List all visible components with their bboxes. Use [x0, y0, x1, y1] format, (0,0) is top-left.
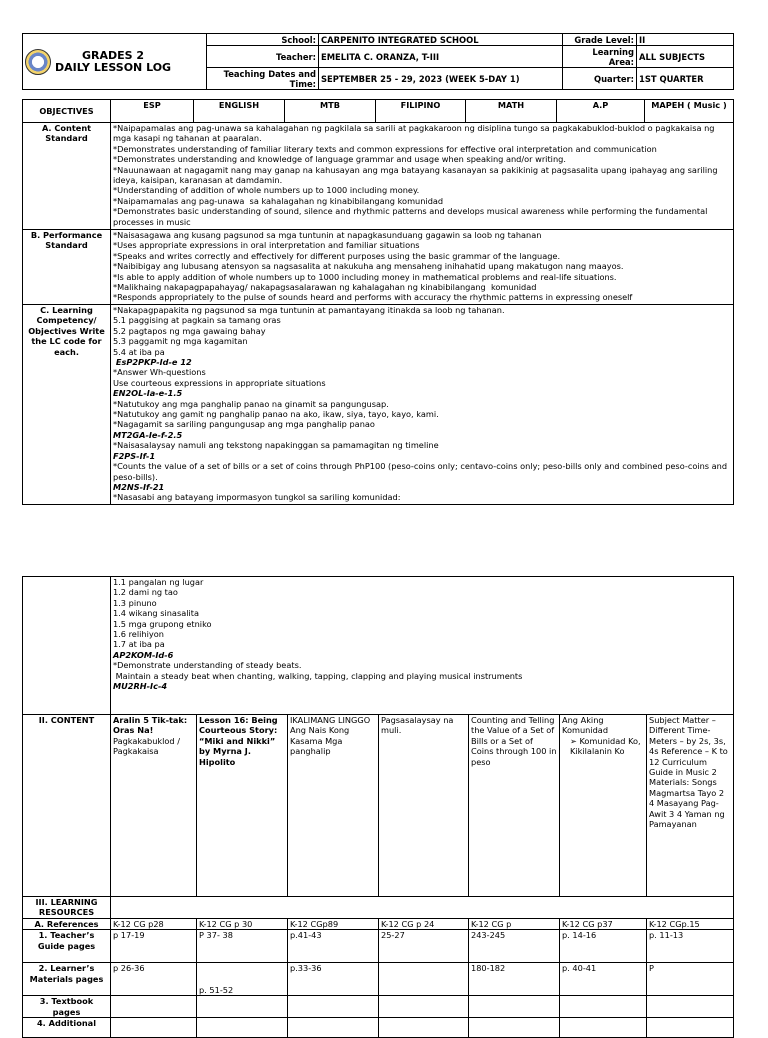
teachers-guide-cell: 25-27: [379, 930, 469, 963]
grade-label: Grade Level:: [563, 34, 637, 46]
performance-standard-line: *Naisasagawa ang kusang pagsunod sa mga tuntunin at napagkasunduang gagawin sa loob ng tahanan: [113, 230, 542, 240]
learners-materials-cell: p.33-36: [288, 963, 379, 996]
teachers-guide-cell: P 37- 38: [197, 930, 288, 963]
additional-cell: [469, 1018, 560, 1038]
learners-materials-cell: P: [647, 963, 734, 996]
content-mtb: IKALIMANG LINGGO Ang Nais Kong Kasama Mga panghalip: [288, 715, 379, 897]
competency-line: 5.3 paggamit ng mga kagamitan: [113, 336, 248, 347]
content-standard-text: [111, 123, 734, 230]
school-label: School:: [207, 34, 319, 46]
competency-line: *Naisasalaysay namuli ang tekstong napakinggan sa pamamagitan ng timeline: [113, 440, 439, 451]
competency-line: 1.3 pinuno: [113, 597, 157, 608]
competency-line: 1.4 wikang sinasalita: [113, 608, 200, 619]
learners-materials-cell: p. 51-52: [197, 963, 288, 996]
content-standard-line: *Demonstrates basic understanding of sound, silence and rhythmic patterns and develops musical awareness while performing the fundamental processes in music: [113, 206, 711, 227]
teachers-guide-cell: p 17-19: [111, 930, 197, 963]
performance-standard-line: *Uses appropriate expressions in oral interpretation and familiar situations: [113, 240, 420, 251]
textbook-cell: [111, 996, 197, 1018]
competency-line: *Nasasabi ang batayang impormasyon tungkol sa sariling komunidad:: [113, 492, 401, 503]
title-grades: GRADES 2: [82, 48, 145, 62]
reference-cell: K-12 CGp.15: [647, 919, 734, 930]
competency-line: 1.2 dami ng tao: [113, 587, 178, 598]
competency-line: *Nakapagpapakita ng pagsunod sa mga tuntunin at pamantayang itinakda sa loob ng tahanan.: [113, 305, 505, 315]
continuation-text: [111, 577, 734, 715]
competency-line: M2NS-If-21: [113, 481, 165, 492]
competency-line: *Natutukoy ang mga panghalip panao na ginamit sa pangungusap.: [113, 398, 389, 409]
additional-cell: [560, 1018, 647, 1038]
grade-value: II: [637, 34, 734, 46]
textbook-cell: [197, 996, 288, 1018]
competency-text: [111, 305, 734, 505]
additional-cell: [197, 1018, 288, 1038]
competency-line: MU2RH-Ic-4: [113, 681, 168, 692]
col-mtb: MTB: [285, 100, 376, 123]
content-standard-line: *Demonstrates understanding of familiar literary texts and common expressions for effective oral interpretation and communication: [113, 143, 657, 154]
competency-line: Maintain a steady beat when chanting, walking, tapping, clapping and playing musical instruments: [113, 670, 523, 681]
teachers-guide-cell: p. 14-16: [560, 930, 647, 963]
reference-cell: K-12 CG p28: [111, 919, 197, 930]
teachers-guide-cell: 243-245: [469, 930, 560, 963]
competency-line: 5.1 paggising at pagkain sa tamang oras: [113, 315, 281, 326]
objectives-table: [22, 99, 734, 505]
title-dll: DAILY LESSON LOG: [55, 60, 172, 74]
learners-materials-label: 2. Learner’s Materials pages: [23, 963, 111, 996]
textbook-cell: [560, 996, 647, 1018]
reference-cell: K-12 CG p: [469, 919, 560, 930]
ap-title: Ang Aking Komunidad: [562, 715, 609, 736]
col-objectives: OBJECTIVES: [23, 100, 111, 123]
content-standard-line: *Naipamamalas ang pag-unawa sa kahalagahan ng kinabibilangang komunidad: [113, 195, 444, 206]
teacher-label: Teacher:: [207, 46, 319, 68]
performance-standard-label: B. Performance Standard: [23, 230, 111, 305]
teachers-guide-label: 1. Teacher’s Guide pages: [23, 930, 111, 963]
content-mapeh: Subject Matter – Different Time-Meters – by 2s, 3s, 4s Reference – K to 12 Curriculum Guide in Music 2 Materials: Songs Magmartsa Tayo 2 4 Masayang Pag-Awit 3 4 Yaman ng Pamayanan: [647, 715, 734, 897]
additional-cell: [647, 1018, 734, 1038]
col-english: ENGLISH: [194, 100, 285, 123]
learners-materials-cell: p. 40-41: [560, 963, 647, 996]
performance-standard-line: *Naibibigay ang lubusang atensyon sa nagsasalita at nakukuha ang mensaheng inihahatid upang makatugon nang maayos.: [113, 261, 624, 272]
dates-label: Teaching Dates and Time:: [207, 68, 319, 90]
col-math: MATH: [466, 100, 557, 123]
competency-line: EsP2PKP-Id-e 12: [113, 357, 192, 368]
reference-cell: K-12 CG p 30: [197, 919, 288, 930]
performance-standard-line: *Responds appropriately to the pulse of sounds heard and performs with accuracy the rhythmic patterns in expressing oneself: [113, 292, 633, 303]
content-esp: [111, 715, 197, 897]
competency-line: EN2OL-Ia-e-1.5: [113, 388, 183, 399]
area-value: ALL SUBJECTS: [637, 46, 734, 68]
additional-label: 4. Additional: [23, 1018, 111, 1038]
content-standard-line: *Demonstrates understanding and knowledge of language grammar and usage when speaking and/or writing.: [113, 154, 566, 165]
competency-line: Use courteous expressions in appropriate situations: [113, 377, 326, 388]
performance-standard-line: *Is able to apply addition of whole numbers up to 1000 including money in mathematical problems and real-life situations.: [113, 271, 617, 282]
content-ap: [560, 715, 647, 897]
competency-line: 1.6 relihiyon: [113, 629, 164, 640]
reference-cell: K-12 CGp89: [288, 919, 379, 930]
competency-line: *Counts the value of a set of bills or a set of coins through PhP100 (peso-coins only; centavo-coins only; peso-bills only and combined peso-coins and peso-bills).: [113, 461, 730, 482]
references-label: A. References: [23, 919, 111, 930]
learners-materials-cell: 180-182: [469, 963, 560, 996]
competency-line: *Nagagamit sa sariling pangungusap ang mga panghalip panao: [113, 419, 375, 430]
content-table: [22, 576, 734, 1038]
col-ap: A.P: [557, 100, 645, 123]
competency-line: *Demonstrate understanding of steady beats.: [113, 660, 302, 671]
reference-cell: K-12 CG p 24: [379, 919, 469, 930]
additional-cell: [111, 1018, 197, 1038]
learners-materials-cell: p 26-36: [111, 963, 197, 996]
performance-standard-text: [111, 230, 734, 305]
col-filipino: FILIPINO: [376, 100, 466, 123]
deped-seal-icon: [25, 49, 51, 75]
competency-line: *Answer Wh-questions: [113, 367, 206, 378]
resources-blank: [111, 897, 734, 919]
dates-value: SEPTEMBER 25 - 29, 2023 (WEEK 5-DAY 1): [319, 68, 563, 90]
content-math: Counting and Telling the Value of a Set of Bills or a Set of Coins through 100 in peso: [469, 715, 560, 897]
quarter-value: 1ST QUARTER: [637, 68, 734, 90]
title-cell: [23, 34, 207, 90]
quarter-label: Quarter:: [563, 68, 637, 90]
esp-lesson-topic: Pagkakabuklod / Pagkakaisa: [113, 735, 183, 757]
textbook-cell: [288, 996, 379, 1018]
teacher-value: EMELITA C. ORANZA, T-III: [319, 46, 563, 68]
competency-line: F2PS-If-1: [113, 450, 156, 461]
textbook-cell: [469, 996, 560, 1018]
content-standard-label: A. Content Standard: [23, 123, 111, 230]
content-label: II. CONTENT: [23, 715, 111, 897]
competency-line: 5.4 at iba pa: [113, 346, 165, 357]
textbook-label: 3. Textbook pages: [23, 996, 111, 1018]
competency-line: 1.1 pangalan ng lugar: [113, 577, 204, 587]
content-english: Lesson 16: Being Courteous Story: “Miki and Nikki” by Myrna J. Hipolito: [197, 715, 288, 897]
content-standard-line: *Understanding of addition of whole numbers up to 1000 including money.: [113, 185, 420, 196]
header-table: [22, 33, 734, 90]
ap-bullet: ➢ Komunidad Ko, Kikilalanin Ko: [570, 735, 644, 757]
esp-lesson-title: Aralin 5 Tik-tak: Oras Na!: [113, 715, 190, 736]
col-mapeh: MAPEH ( Music ): [645, 100, 734, 123]
content-standard-line: *Nauunawaan at nagagamit nang may ganap na kahusayan ang mga batayang kasanayan sa pakikinig at pagsasalita upang ipahayag ang sariling ideya, kaisipan, karanasan at damdamin.: [113, 164, 721, 186]
content-filipino: Pagsasalaysay na muli.: [379, 715, 469, 897]
additional-cell: [379, 1018, 469, 1038]
continuation-label: [23, 577, 111, 715]
col-esp: ESP: [111, 100, 194, 123]
teachers-guide-cell: p. 11-13: [647, 930, 734, 963]
competency-line: MT2GA-Ie-f-2.5: [113, 429, 183, 440]
additional-cell: [288, 1018, 379, 1038]
school-value: CARPENITO INTEGRATED SCHOOL: [319, 34, 563, 46]
textbook-cell: [647, 996, 734, 1018]
competency-line: 5.2 pagtapos ng mga gawaing bahay: [113, 325, 266, 336]
competency-line: *Natutukoy ang gamit ng panghalip panao na ako, ikaw, siya, tayo, kayo, kami.: [113, 409, 439, 420]
textbook-cell: [379, 996, 469, 1018]
performance-standard-line: *Speaks and writes correctly and effectively for different purposes using the basic grammar of the language.: [113, 250, 561, 261]
competency-label: C. Learning Competency/ Objectives Write the LC code for each.: [23, 305, 111, 505]
learners-materials-cell: [379, 963, 469, 996]
competency-line: 1.7 at iba pa: [113, 639, 165, 650]
competency-line: AP2KOM-Id-6: [113, 649, 174, 660]
content-standard-line: *Naipapamalas ang pag-unawa sa kahalagahan ng pagkilala sa sarili at pagkakaroon ng disiplina tungo sa pagkakabuklod-buklod o pagkakaisa ng mga kasapi ng tahanan at paaralan.: [113, 123, 718, 144]
area-label: Learning Area:: [563, 46, 637, 68]
performance-standard-line: *Malikhaing nakapagpapahayag/ nakapagsasalarawan ng kahalagahan ng kinabibilangang komunidad: [113, 282, 537, 293]
competency-line: 1.5 mga grupong etniko: [113, 618, 212, 629]
reference-cell: K-12 CG p37: [560, 919, 647, 930]
teachers-guide-cell: p.41-43: [288, 930, 379, 963]
resources-label: III. LEARNING RESOURCES: [23, 897, 111, 919]
